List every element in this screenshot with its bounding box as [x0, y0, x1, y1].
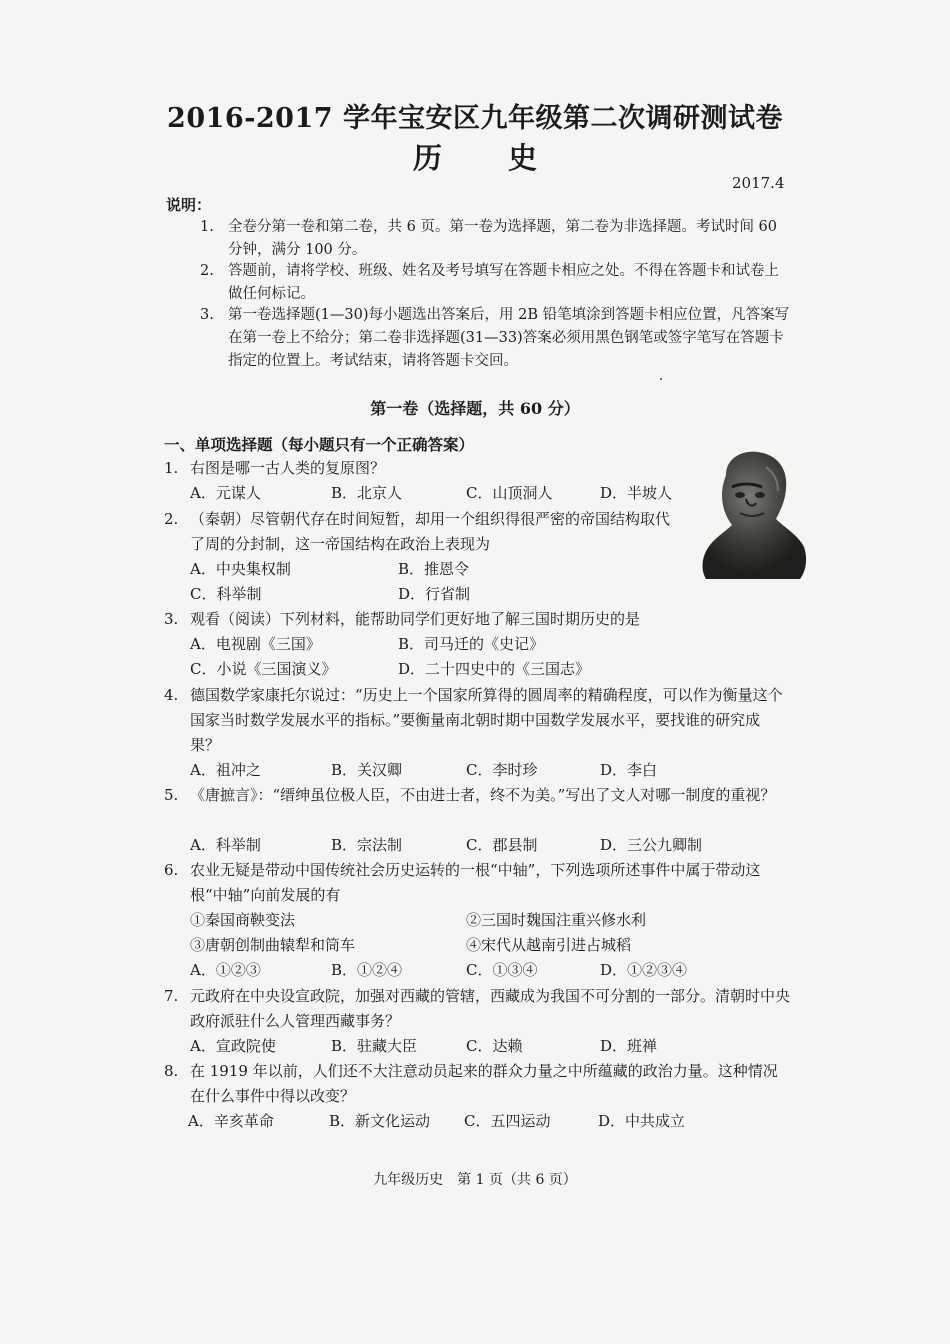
question-6 [164, 858, 790, 908]
question-3 [164, 607, 790, 632]
option-c[interactable]: C．李时珍 [466, 761, 538, 779]
option-a[interactable]: A．电视剧《三国》 [190, 635, 321, 653]
exam-title: 2016-2017 学年宝安区九年级第二次调研测试卷 [167, 103, 783, 134]
note-text: 全卷分第一卷和第二卷，共 6 页。第一卷为选择题，第二卷为非选择题。考试时间 60 分钟，满分 100 分。 [228, 219, 778, 258]
option-b[interactable]: B．新文化运动 [329, 1112, 431, 1130]
notes-heading: 说明： [166, 196, 212, 214]
question-text: 德国数学家康托尔说过：“历史上一个国家所算得的圆周率的精确程度，可以作为衡量这个国家当时数学发展水平的指标。”要衡量南北朝时期中国数学发展水平，要找谁的研究成果？ [190, 686, 783, 754]
option-d[interactable]: D．李白 [600, 761, 658, 779]
note-number: 2. [200, 263, 214, 279]
note-item [200, 260, 792, 306]
option-b[interactable]: B．司马迁的《史记》 [398, 635, 545, 653]
question-number: 8. [164, 1062, 179, 1080]
option-d[interactable]: D．三公九卿制 [600, 836, 703, 854]
question-2 [164, 507, 684, 557]
option-d[interactable]: D．班禅 [600, 1037, 658, 1055]
option-b[interactable]: B．推恩令 [398, 560, 470, 578]
note-number: 3. [200, 307, 214, 323]
question-text: 《唐摭言》：“缙绅虽位极人臣，不由进士者，终不为美。”写出了文人对哪一制度的重视？ [190, 786, 776, 804]
question-7 [164, 984, 790, 1034]
question-number: 6. [164, 861, 179, 879]
option-a[interactable]: A．中央集权制 [190, 560, 291, 578]
section-title: 第一卷（选择题，共 60 分） [370, 399, 580, 418]
option-c[interactable]: C．山顶洞人 [466, 484, 553, 502]
question-4 [164, 683, 790, 758]
question-number: 4. [164, 686, 179, 704]
question-text: 农业无疑是带动中国传统社会历史运转的一根“中轴”，下列选项所述事件中属于带动这根“中轴”向前发展的有 [190, 861, 761, 904]
scan-speck [660, 378, 662, 380]
note-text: 答题前，请将学校、班级、姓名及考号填写在答题卡相应之处。不得在答题卡和试卷上做任何标记。 [228, 263, 779, 302]
question-text: 在 1919 年以前，人们还不大注意动员起来的群众力量之中所蕴藏的政治力量。这种情况在什么事件中得以改变？ [190, 1062, 778, 1105]
option-a[interactable]: A．①②③ [190, 961, 261, 979]
statement-1: ①秦国商鞅变法 [190, 911, 296, 929]
question-number: 3. [164, 610, 179, 628]
option-d[interactable]: D．①②③④ [600, 961, 688, 979]
question-5 [164, 783, 790, 808]
question-number: 7. [164, 987, 179, 1005]
option-a[interactable]: A．宣政院使 [190, 1037, 276, 1055]
question-text: 右图是哪一古人类的复原图？ [190, 459, 386, 477]
option-b[interactable]: B．驻藏大臣 [331, 1037, 418, 1055]
question-number: 1. [164, 459, 179, 477]
question-number: 2. [164, 510, 179, 528]
question-number: 5. [164, 786, 179, 804]
note-item [200, 216, 792, 262]
exam-date: 2017.4 [732, 174, 785, 192]
statement-2: ②三国时魏国注重兴修水利 [466, 911, 647, 929]
option-c[interactable]: C．郡县制 [466, 836, 538, 854]
option-c[interactable]: C．小说《三国演义》 [190, 660, 337, 678]
option-d[interactable]: D．行省制 [398, 585, 471, 603]
option-d[interactable]: D．中共成立 [598, 1112, 686, 1130]
note-number: 1. [200, 219, 214, 235]
option-a[interactable]: A．祖冲之 [190, 761, 261, 779]
option-b[interactable]: B．①②④ [331, 961, 403, 979]
note-item [200, 304, 792, 373]
question-8 [164, 1059, 790, 1109]
option-a[interactable]: A．科举制 [190, 836, 261, 854]
option-c[interactable]: C．科举制 [190, 585, 262, 603]
option-b[interactable]: B．关汉卿 [331, 761, 403, 779]
note-text: 第一卷选择题(1—30)每小题选出答案后，用 2B 铅笔填涂到答题卡相应位置，凡答案写在第一卷上不给分；第二卷非选择题(31—33)答案必须用黑色钢笔或签字笔写在答题卡指定的位置上。考试结束，请将答题卡交回。 [228, 307, 790, 369]
question-1 [164, 456, 684, 481]
option-b[interactable]: B．宗法制 [331, 836, 403, 854]
option-c[interactable]: C．达赖 [466, 1037, 523, 1055]
statement-3: ③唐朝创制曲辕犁和筒车 [190, 936, 356, 954]
option-a[interactable]: A．辛亥革命 [188, 1112, 274, 1130]
question-text: （秦朝）尽管朝代存在时间短暂，却用一个组织得很严密的帝国结构取代了周的分封制，这一帝国结构在政治上表现为 [190, 510, 671, 553]
statement-4: ④宋代从越南引进占城稻 [466, 936, 632, 954]
question-text: 观看（阅读）下列材料，能帮助同学们更好地了解三国时期历史的是 [190, 610, 641, 628]
option-c[interactable]: C．①③④ [466, 961, 538, 979]
page-footer: 九年级历史 第 1 页（共 6 页） [373, 1172, 577, 1188]
option-b[interactable]: B．北京人 [331, 484, 403, 502]
option-c[interactable]: C．五四运动 [464, 1112, 551, 1130]
subject-title: 历 史 [412, 141, 566, 175]
option-a[interactable]: A．元谋人 [190, 484, 261, 502]
option-d[interactable]: D．二十四史中的《三国志》 [398, 660, 591, 678]
ancient-human-bust-image [696, 447, 808, 585]
option-d[interactable]: D．半坡人 [600, 484, 673, 502]
question-text: 元政府在中央设宣政院，加强对西藏的管辖，西藏成为我国不可分割的一部分。清朝时中央政府派驻什么人管理西藏事务？ [190, 987, 791, 1030]
part-title: 一、单项选择题（每小题只有一个正确答案） [164, 435, 475, 454]
